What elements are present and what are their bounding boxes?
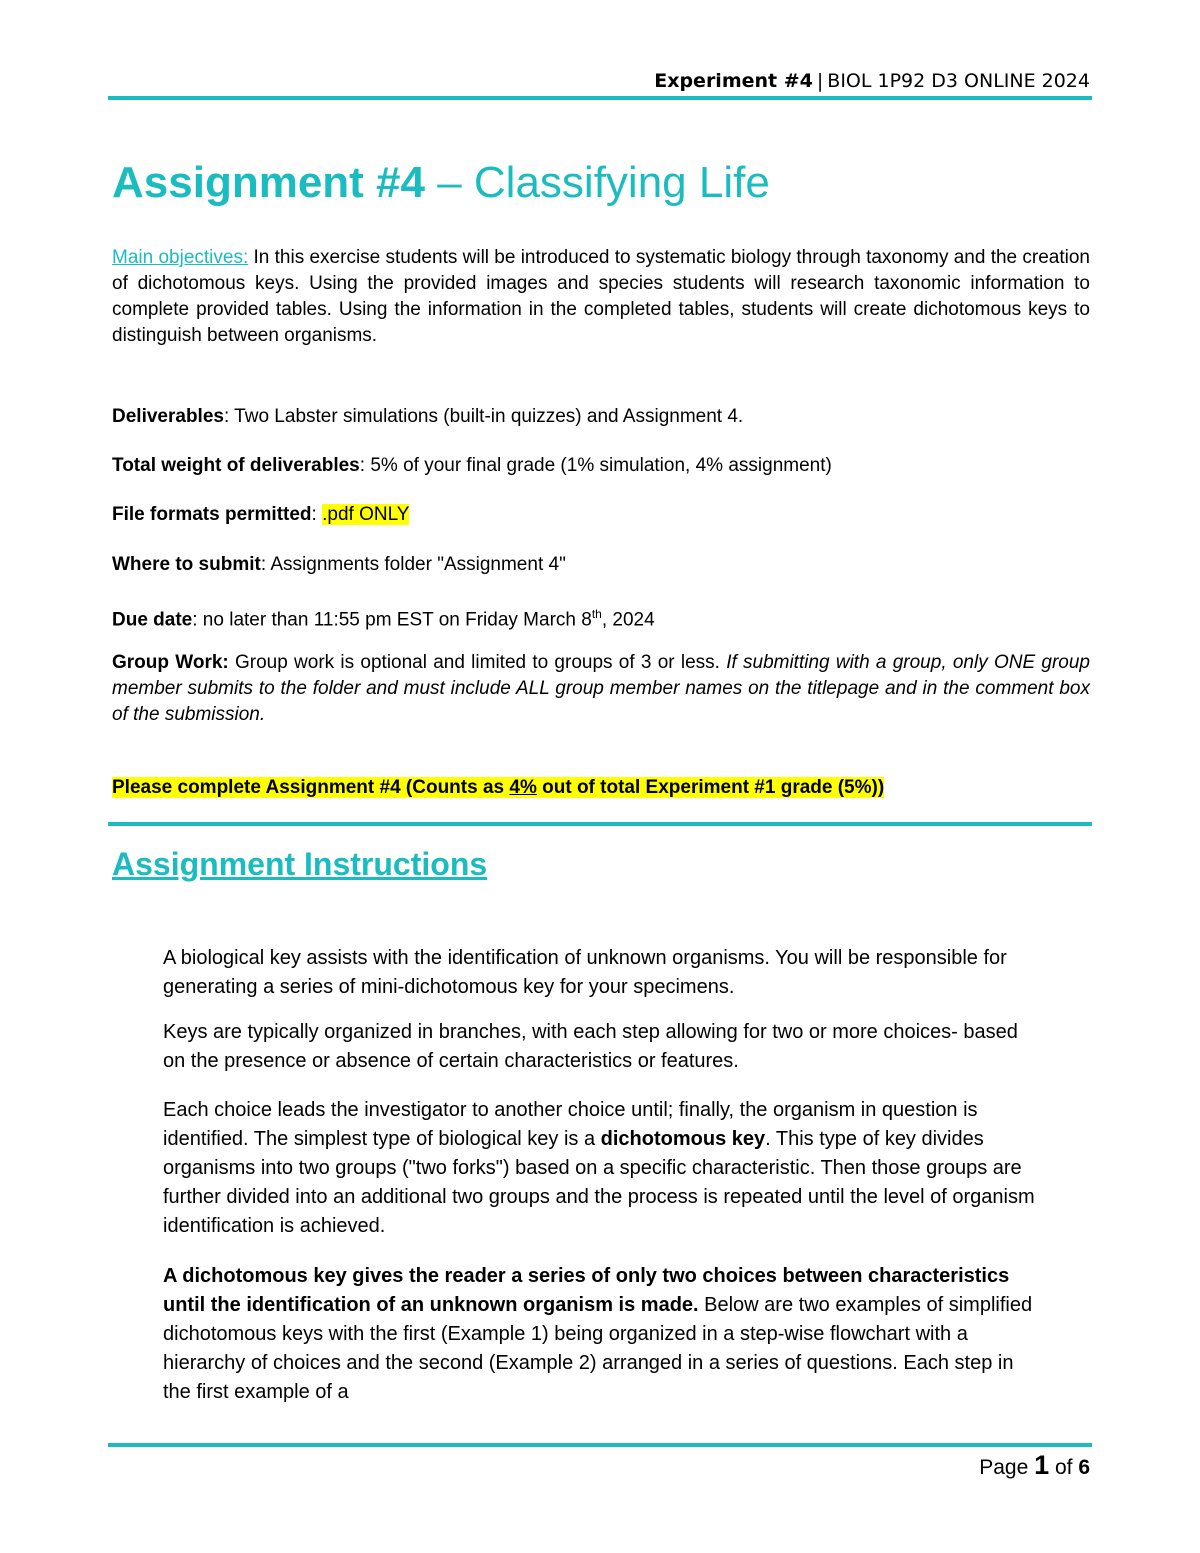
title-strong: Assignment #4 bbox=[112, 158, 425, 207]
notice-before: Please complete Assignment #4 (Counts as bbox=[112, 777, 510, 798]
deliverables-line bbox=[112, 404, 1090, 430]
header-experiment: Experiment #4 bbox=[654, 70, 813, 92]
weight-line bbox=[112, 453, 1090, 479]
due-sup: th bbox=[591, 607, 602, 621]
objectives-text: In this exercise students will be introduced to systematic biology through taxonomy and the creation of dichotomous keys. Using the provided images and species students will research taxonomic information to complete provided tables. Using the information in the completed tables, students will create dichotomous keys to distinguish between organisms. bbox=[112, 247, 1090, 346]
instruction-paragraph-4 bbox=[163, 1262, 1043, 1407]
deliverables-label: Deliverables bbox=[112, 406, 224, 427]
header-separator: | bbox=[816, 70, 824, 92]
header-course: BIOL 1P92 D3 ONLINE 2024 bbox=[827, 70, 1090, 92]
p3-before: Each choice leads the investigator to another choice until; finally, the organism in question is identified. The simplest type of biological key is a bbox=[163, 1099, 978, 1150]
completion-notice bbox=[112, 775, 1090, 801]
submit-text: : Assignments folder "Assignment 4" bbox=[260, 554, 566, 575]
group-work-paragraph bbox=[112, 650, 1090, 728]
section-rule bbox=[108, 822, 1092, 826]
weight-label: Total weight of deliverables bbox=[112, 455, 360, 476]
footer-page-word: Page bbox=[979, 1456, 1035, 1479]
due-text-after: , 2024 bbox=[601, 609, 655, 631]
page-header bbox=[110, 70, 1090, 92]
footer-of-word: of bbox=[1049, 1456, 1079, 1479]
title-rest: – Classifying Life bbox=[424, 158, 770, 207]
p3-after: . This type of key divides organisms into two groups ("two forks") based on a specific characteristic. Then those groups are further divided into an additional two groups and the process is repeated until the level of organism identification is achieved. bbox=[163, 1128, 1035, 1237]
submit-label: Where to submit bbox=[112, 554, 261, 575]
due-date-line bbox=[112, 601, 1090, 633]
formats-value: .pdf ONLY bbox=[322, 504, 410, 525]
instruction-paragraph-1: A biological key assists with the identification of unknown organisms. You will be responsible for generating a series of mini-dichotomous key for your specimens. bbox=[163, 947, 1007, 998]
notice-underlined: 4% bbox=[509, 777, 537, 798]
formats-label: File formats permitted bbox=[112, 504, 312, 525]
p3-bold: dichotomous key bbox=[600, 1128, 766, 1150]
group-italic: If submitting with a group, only ONE group member submits to the folder and must include ALL group member names on the titlepage and in the comment box of the submission. bbox=[112, 652, 1090, 725]
footer-page-number: 1 bbox=[1034, 1450, 1050, 1480]
formats-line bbox=[112, 502, 1090, 528]
page-title bbox=[112, 158, 770, 208]
instruction-paragraph-3 bbox=[163, 1096, 1043, 1241]
instruction-paragraph-2: Keys are typically organized in branches, with each step allowing for two or more choices- based on the presence or absence of certain characteristics or features. bbox=[163, 1021, 1018, 1072]
page-footer bbox=[110, 1450, 1090, 1481]
objectives-paragraph bbox=[112, 245, 1090, 349]
group-text: Group work is optional and limited to groups of 3 or less. bbox=[228, 652, 727, 673]
p4-after: Below are two examples of simplified dichotomous keys with the first (Example 1) being organized in a step-wise flowchart with a hierarchy of choices and the second (Example 2) arranged in a series of questions. Each step in the first example of a bbox=[163, 1294, 1033, 1403]
notice-text bbox=[112, 777, 884, 798]
section-heading: Assignment Instructions bbox=[112, 846, 488, 882]
footer-rule bbox=[108, 1443, 1092, 1447]
deliverables-text: : Two Labster simulations (built-in quizzes) and Assignment 4. bbox=[223, 406, 744, 427]
p4-bold: A dichotomous key gives the reader a series of only two choices between characteristics until the identification of an unknown organism is made. bbox=[163, 1265, 1010, 1316]
objectives-label: Main objectives: bbox=[112, 247, 249, 268]
submit-line bbox=[112, 552, 1090, 578]
header-rule bbox=[108, 96, 1092, 100]
notice-after: out of total Experiment #1 grade (5%)) bbox=[536, 777, 885, 798]
due-text-before: : no later than 11:55 pm EST on Friday March 8 bbox=[192, 609, 592, 631]
group-label: Group Work: bbox=[112, 652, 229, 673]
formats-colon: : bbox=[311, 504, 323, 525]
footer-total-pages: 6 bbox=[1078, 1456, 1090, 1479]
weight-text: : 5% of your final grade (1% simulation, 4% assignment) bbox=[359, 455, 832, 476]
due-label: Due date bbox=[112, 609, 193, 631]
